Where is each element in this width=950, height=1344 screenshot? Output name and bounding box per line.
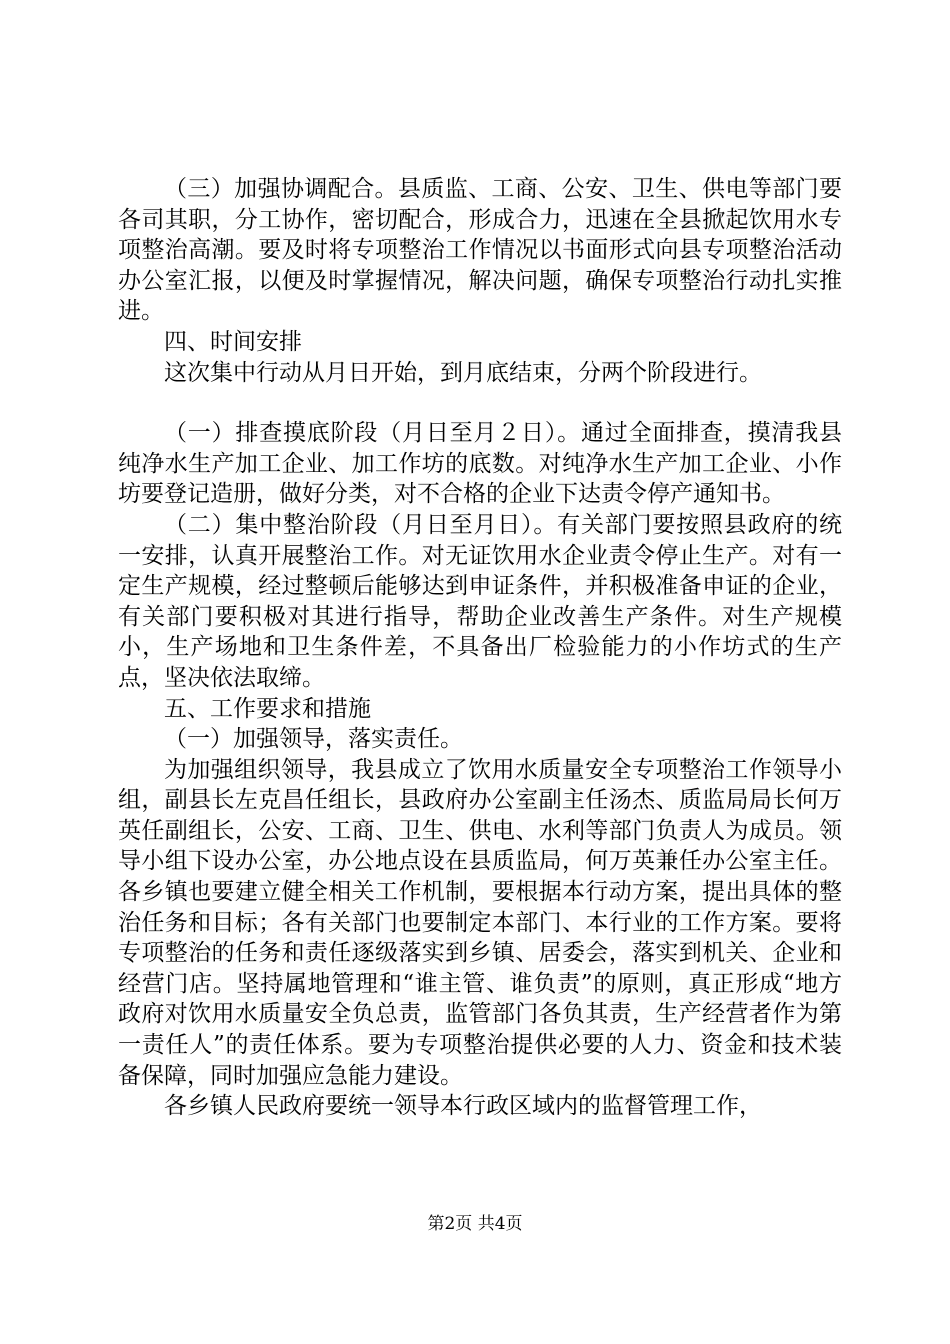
subheading-leadership: （一）加强领导，落实责任。 (164, 726, 463, 753)
paragraph-schedule-intro: 这次集中行动从月日开始，到月底结束，分两个阶段进行。 (164, 359, 762, 386)
paragraph-leadership-group: 为加强组织领导，我县成立了饮用水质量安全专项整治工作领导小组，副县长左克昌任组长，县政府办公室副主任汤杰、质监局局长何万英任副组长，公安、工商、卫生、供电、水利等部门负责人为成员。领导小组下设办公室，办公地点设在县质监局，何万英兼任办公室主任。各乡镇也要建立健全相关工作机制，要根据本行动方案，提出具体的整治任务和目标；各有关部门也要制定本部门、本行业的工作方案。要将专项整治的任务和责任逐级落实到乡镇、居委会，落实到机关、企业和经营门店。坚持属地管理和“谁主管、谁负责”的原则，真正形成“地方政府对饮用水质量安全负总责，监管部门各负其责，生产经营者作为第一责任人”的责任体系。要为专项整治提供必要的人力、资金和技术装备保障，同时加强应急能力建设。 (118, 756, 842, 1089)
paragraph-phase-one: （一）排查摸底阶段（月日至月２日）。通过全面排查，摸清我县纯净水生产加工企业、加工作坊的底数。对纯净水生产加工企业、小作坊要登记造册，做好分类，对不合格的企业下达责令停产通知书。 (118, 420, 842, 508)
page-footer: 第2页 共4页 (427, 1214, 523, 1234)
document-body (118, 174, 842, 1122)
heading-schedule: 四、时间安排 (164, 328, 302, 355)
heading-requirements: 五、工作要求和措施 (164, 695, 371, 722)
paragraph-coordination: （三）加强协调配合。县质监、工商、公安、卫生、供电等部门要各司其职，分工协作，密切配合，形成合力，迅速在全县掀起饮用水专项整治高潮。要及时将专项整治工作情况以书面形式向县专项整治活动办公室汇报，以便及时掌握情况，解决问题，确保专项整治行动扎实推进。 (118, 176, 842, 325)
paragraph-township-government: 各乡镇人民政府要统一领导本行政区域内的监督管理工作， (164, 1093, 762, 1120)
paragraph-phase-two: （二）集中整治阶段（月日至月日）。有关部门要按照县政府的统一安排，认真开展整治工作。对无证饮用水企业责令停止生产。对有一定生产规模，经过整顿后能够达到申证条件，并积极准备申证的企业，有关部门要积极对其进行指导，帮助企业改善生产条件。对生产规模小，生产场地和卫生条件差，不具备出厂检验能力的小作坊式的生产点，坚决依法取缔。 (118, 511, 842, 691)
